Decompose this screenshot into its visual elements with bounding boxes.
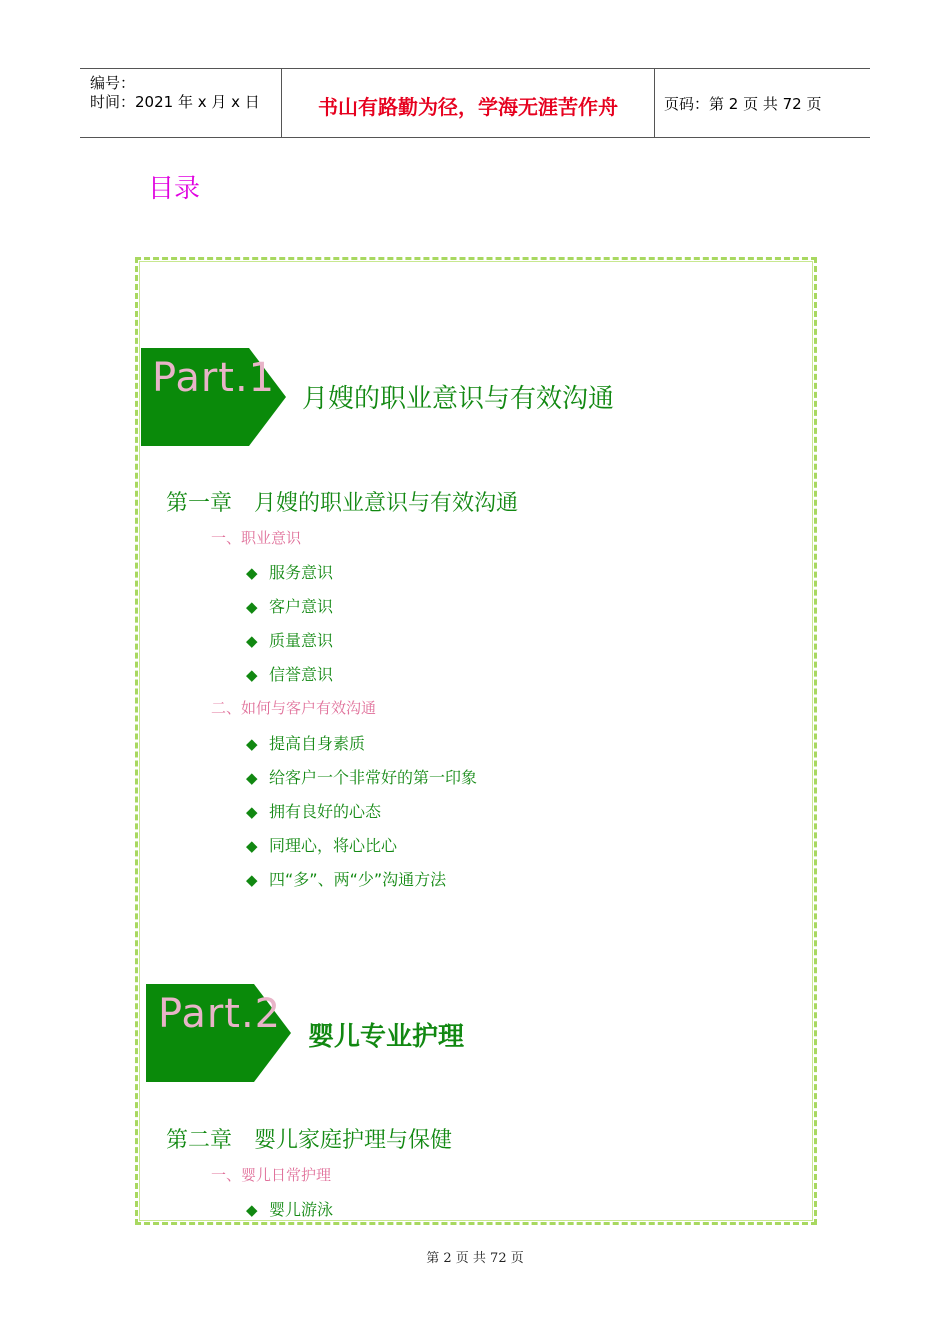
chapter-2-title: 第二章 婴儿家庭护理与保健	[166, 1128, 453, 1153]
diamond-bullet-icon: ◆	[246, 598, 258, 616]
diamond-bullet-icon: ◆	[246, 666, 258, 684]
toc-item-label: 质量意识	[269, 631, 334, 650]
toc-item-label: 服务意识	[269, 563, 334, 582]
toc-item-label: 提高自身素质	[269, 734, 366, 753]
toc-item[interactable]	[246, 1197, 333, 1220]
diamond-bullet-icon: ◆	[246, 632, 258, 650]
diamond-bullet-icon: ◆	[246, 837, 258, 855]
toc-item-label: 信誉意识	[269, 665, 334, 684]
toc-item[interactable]	[246, 560, 333, 583]
header-motto-cell	[282, 69, 655, 137]
diamond-bullet-icon: ◆	[246, 735, 258, 753]
page-info: 页码：第 2 页 共 72 页	[664, 95, 822, 113]
section-2-1-title: 一、婴儿日常护理	[211, 1166, 332, 1184]
toc-item-label: 给客户一个非常好的第一印象	[269, 768, 478, 787]
header-meta-cell	[80, 69, 282, 137]
toc-item[interactable]	[246, 731, 365, 754]
part2-label: Part.2	[158, 991, 282, 1037]
diamond-bullet-icon: ◆	[246, 871, 258, 889]
chapter-1-title: 第一章 月嫂的职业意识与有效沟通	[166, 491, 519, 516]
page-header	[80, 68, 870, 138]
header-page-cell	[655, 69, 870, 137]
toc-item-label: 四“多”、两“少”沟通方法	[269, 870, 447, 889]
motto: 书山有路勤为径，学海无涯苦作舟	[318, 95, 618, 119]
diamond-bullet-icon: ◆	[246, 564, 258, 582]
section-1-2-title: 二、如何与客户有效沟通	[211, 699, 377, 717]
part1-label: Part.1	[152, 355, 276, 401]
toc-item-label: 婴儿游泳	[269, 1200, 334, 1219]
time-label: 时间：2021 年 x 月 x 日	[90, 93, 260, 111]
toc-item[interactable]	[246, 628, 333, 651]
toc-item[interactable]	[246, 594, 333, 617]
diamond-bullet-icon: ◆	[246, 803, 258, 821]
toc-item[interactable]	[246, 765, 477, 788]
number-label: 编号：	[90, 74, 136, 92]
toc-item-label: 拥有良好的心态	[269, 802, 382, 821]
diamond-bullet-icon: ◆	[246, 769, 258, 787]
toc-item[interactable]	[246, 833, 397, 856]
part1-title: 月嫂的职业意识与有效沟通	[302, 384, 615, 414]
page-footer: 第 2 页 共 72 页	[426, 1251, 524, 1266]
part2-title: 婴儿专业护理	[308, 1022, 465, 1052]
diamond-bullet-icon: ◆	[246, 1201, 258, 1219]
toc-item[interactable]	[246, 867, 446, 890]
toc-item-label: 客户意识	[269, 597, 334, 616]
toc-item[interactable]	[246, 662, 333, 685]
toc-item[interactable]	[246, 799, 381, 822]
section-1-1-title: 一、职业意识	[211, 529, 302, 547]
toc-title: 目录	[148, 174, 201, 204]
toc-item-label: 同理心，将心比心	[269, 836, 398, 855]
